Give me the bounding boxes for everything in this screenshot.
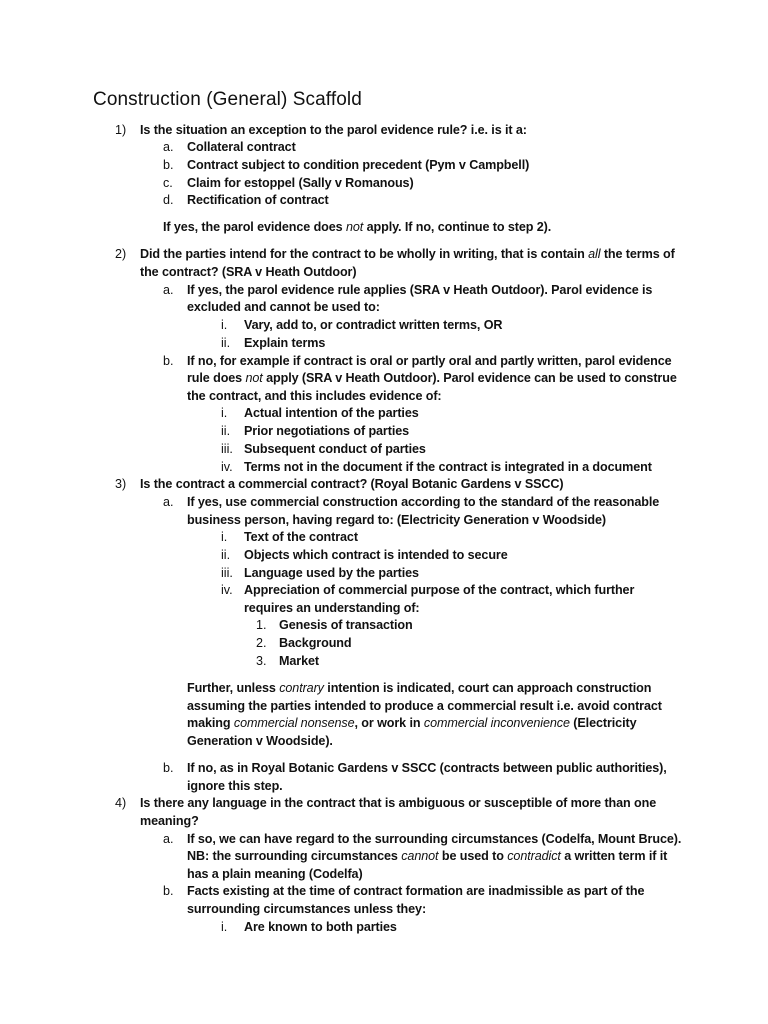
list-item-cont: ignore this step. xyxy=(187,779,283,793)
paragraph-line: assuming the parties intended to produce a commercial result i.e. avoid contract xyxy=(187,699,662,713)
case-name: Pym v Campbell xyxy=(429,158,526,172)
text-span: Contract subject to condition precedent ( xyxy=(187,158,430,172)
emphasis: not xyxy=(245,371,263,385)
text-span: intention is indicated, court can approach construction xyxy=(323,681,652,695)
item-number: 4) xyxy=(115,796,127,810)
list-marker: b. xyxy=(163,158,174,172)
text-span: NB: the surrounding circumstances xyxy=(187,849,402,863)
list-item-cont xyxy=(187,848,667,866)
list-item-cont: has a plain meaning (Codelfa) xyxy=(187,867,363,881)
text-span: apply (SRA v Heath Outdoor). Parol evidence can be used to construe xyxy=(262,371,677,385)
text-span: If yes, the parol evidence does xyxy=(163,220,346,234)
item-number: 3) xyxy=(115,477,127,491)
question-2-cont: the contract? (SRA v Heath Outdoor) xyxy=(140,265,357,279)
paragraph-line xyxy=(187,715,636,733)
text-span: ) xyxy=(525,158,530,172)
step-note xyxy=(163,219,551,237)
text-span: making xyxy=(187,716,234,730)
list-marker: i. xyxy=(221,318,228,332)
text-span: Further, unless xyxy=(187,681,280,695)
list-marker: c. xyxy=(163,176,173,190)
text-span: Did the parties intend for the contract to be wholly in writing, that is contain xyxy=(140,247,589,261)
emphasis: not xyxy=(345,220,364,234)
list-item: If no, as in Royal Botanic Gardens v SSCC (contracts between public authorities), xyxy=(187,761,667,775)
list-marker: 2. xyxy=(256,636,267,650)
emphasis: all xyxy=(588,247,601,261)
list-item: Facts existing at the time of contract formation are inadmissible as part of the xyxy=(187,884,645,898)
question-1: Is the situation an exception to the parol evidence rule? i.e. is it a: xyxy=(140,123,527,137)
sub-item: Language used by the parties xyxy=(244,566,419,580)
paragraph-line xyxy=(187,680,651,698)
list-marker: a. xyxy=(163,495,174,509)
emphasis: commercial nonsense xyxy=(233,716,355,730)
question-4-cont: meaning? xyxy=(140,814,199,828)
text-span: ) xyxy=(409,176,414,190)
sub-sub-item: Background xyxy=(279,636,352,650)
list-marker: d. xyxy=(163,193,174,207)
list-marker: a. xyxy=(163,140,174,154)
list-marker: i. xyxy=(221,406,228,420)
list-marker: iv. xyxy=(221,460,233,474)
paragraph-line: Generation v Woodside). xyxy=(187,734,333,748)
list-marker: iii. xyxy=(221,442,233,456)
sub-item: Objects which contract is intended to secure xyxy=(244,548,508,562)
text-span: Claim for estoppel ( xyxy=(187,176,303,190)
list-item: Rectification of contract xyxy=(187,193,329,207)
list-marker: ii. xyxy=(221,424,231,438)
text-span: apply. If no, continue to step 2). xyxy=(363,220,552,234)
sub-item: Text of the contract xyxy=(244,530,358,544)
sub-item: Prior negotiations of parties xyxy=(244,424,410,438)
list-marker: ii. xyxy=(221,548,231,562)
list-item-cont: excluded and cannot be used to: xyxy=(187,300,380,314)
question-3: Is the contract a commercial contract? (Royal Botanic Gardens v SSCC) xyxy=(140,477,564,491)
list-item-cont: surrounding circumstances unless they: xyxy=(187,902,427,916)
question-4: Is there any language in the contract that is ambiguous or susceptible of more than one xyxy=(140,796,657,810)
list-marker: a. xyxy=(163,832,174,846)
list-item-cont: business person, having regard to: (Electricity Generation v Woodside) xyxy=(187,513,606,527)
sub-item: Actual intention of the parties xyxy=(244,406,419,420)
list-marker: iv. xyxy=(221,583,233,597)
sub-item: Vary, add to, or contradict written terms, OR xyxy=(244,318,503,332)
list-marker: b. xyxy=(163,761,174,775)
list-marker: iii. xyxy=(221,566,233,580)
list-item: If yes, use commercial construction according to the standard of the reasonable xyxy=(187,495,660,509)
list-marker: i. xyxy=(221,920,228,934)
item-number: 2) xyxy=(115,247,127,261)
list-item-cont: the contract, and this includes evidence of: xyxy=(187,389,442,403)
item-number: 1) xyxy=(115,123,127,137)
sub-sub-item: Genesis of transaction xyxy=(279,618,413,632)
list-item xyxy=(187,175,414,193)
list-marker: a. xyxy=(163,283,174,297)
list-marker: b. xyxy=(163,884,174,898)
list-marker: ii. xyxy=(221,336,231,350)
list-item-cont xyxy=(187,370,677,388)
list-item: Collateral contract xyxy=(187,140,296,154)
sub-sub-item: Market xyxy=(279,654,319,668)
emphasis: commercial inconvenience xyxy=(423,716,570,730)
list-marker: 1. xyxy=(256,618,267,632)
sub-item: Are known to both parties xyxy=(244,920,397,934)
text-span: rule does xyxy=(187,371,246,385)
text-span: the terms of xyxy=(600,247,675,261)
sub-item-cont: requires an understanding of: xyxy=(244,601,420,615)
sub-item: Terms not in the document if the contract is integrated in a document xyxy=(244,460,652,474)
page-title: Construction (General) Scaffold xyxy=(93,89,362,110)
list-marker: b. xyxy=(163,354,174,368)
question-2 xyxy=(140,246,675,264)
text-span: a written term if it xyxy=(560,849,668,863)
list-marker: i. xyxy=(221,530,228,544)
list-item xyxy=(187,157,529,175)
emphasis: contradict xyxy=(507,849,561,863)
text-span: , or work in xyxy=(354,716,424,730)
text-span: be used to xyxy=(438,849,508,863)
list-item: If yes, the parol evidence rule applies (SRA v Heath Outdoor). Parol evidence is xyxy=(187,283,653,297)
text-span: (Electricity xyxy=(569,716,637,730)
sub-item: Explain terms xyxy=(244,336,326,350)
list-item: If so, we can have regard to the surrounding circumstances (Codelfa, Mount Bruce). xyxy=(187,832,682,846)
emphasis: contrary xyxy=(279,681,324,695)
sub-item: Subsequent conduct of parties xyxy=(244,442,426,456)
sub-item: Appreciation of commercial purpose of the contract, which further xyxy=(244,583,635,597)
list-marker: 3. xyxy=(256,654,267,668)
list-item: If no, for example if contract is oral or partly oral and partly written, parol evidence xyxy=(187,354,672,368)
emphasis: cannot xyxy=(401,849,439,863)
case-name: Sally v Romanous xyxy=(302,176,410,190)
